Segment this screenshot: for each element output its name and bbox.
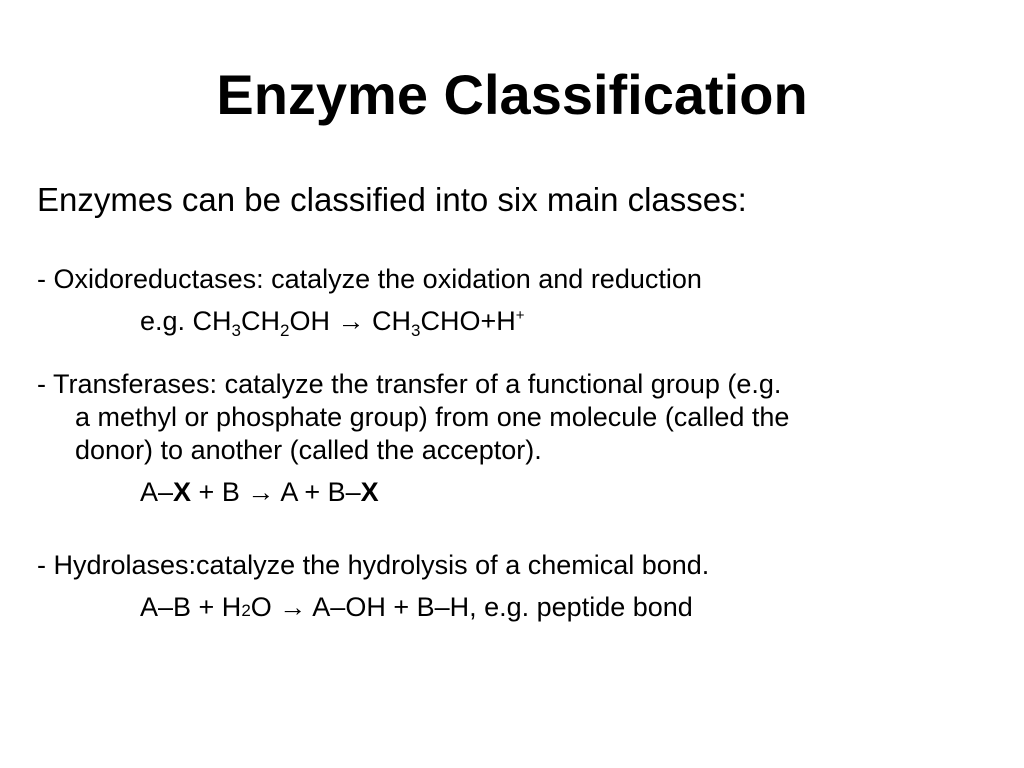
subscript: 3 [410,321,421,340]
equation-text: A– [140,477,174,507]
oxidoreductases-example [140,304,524,338]
example-text: OH → CH [289,306,411,336]
equation-text: O → A–OH + B–H, e.g. peptide bond [250,592,693,622]
equation-text: + B → A + B– [191,477,361,507]
transferases-equation [140,475,379,509]
group-x: X [360,477,379,507]
subscript: 2 [241,601,251,620]
example-text: CH [241,306,281,336]
equation-text: A–B + H [140,592,242,622]
intro-text: Enzymes can be classified into six main classes: [37,181,747,218]
transferases-bullet: - Transferases: catalyze the transfer of a functional group (e.g. [37,369,782,399]
slide-title: Enzyme Classification [216,63,808,126]
example-text: e.g. CH [140,306,232,336]
subscript: 3 [231,321,242,340]
example-text: CHO+H [420,306,516,336]
oxidoreductases-bullet: - Oxidoreductases: catalyze the oxidation and reduction [37,264,702,294]
superscript: + [515,307,525,324]
group-x: X [173,477,192,507]
transferases-continuation: a methyl or phosphate group) from one molecule (called the [75,402,790,432]
subscript: 2 [280,321,290,340]
hydrolases-equation [140,590,693,624]
transferases-continuation: donor) to another (called the acceptor). [75,435,542,465]
hydrolases-bullet: - Hydrolases:catalyze the hydrolysis of a chemical bond. [37,550,710,580]
